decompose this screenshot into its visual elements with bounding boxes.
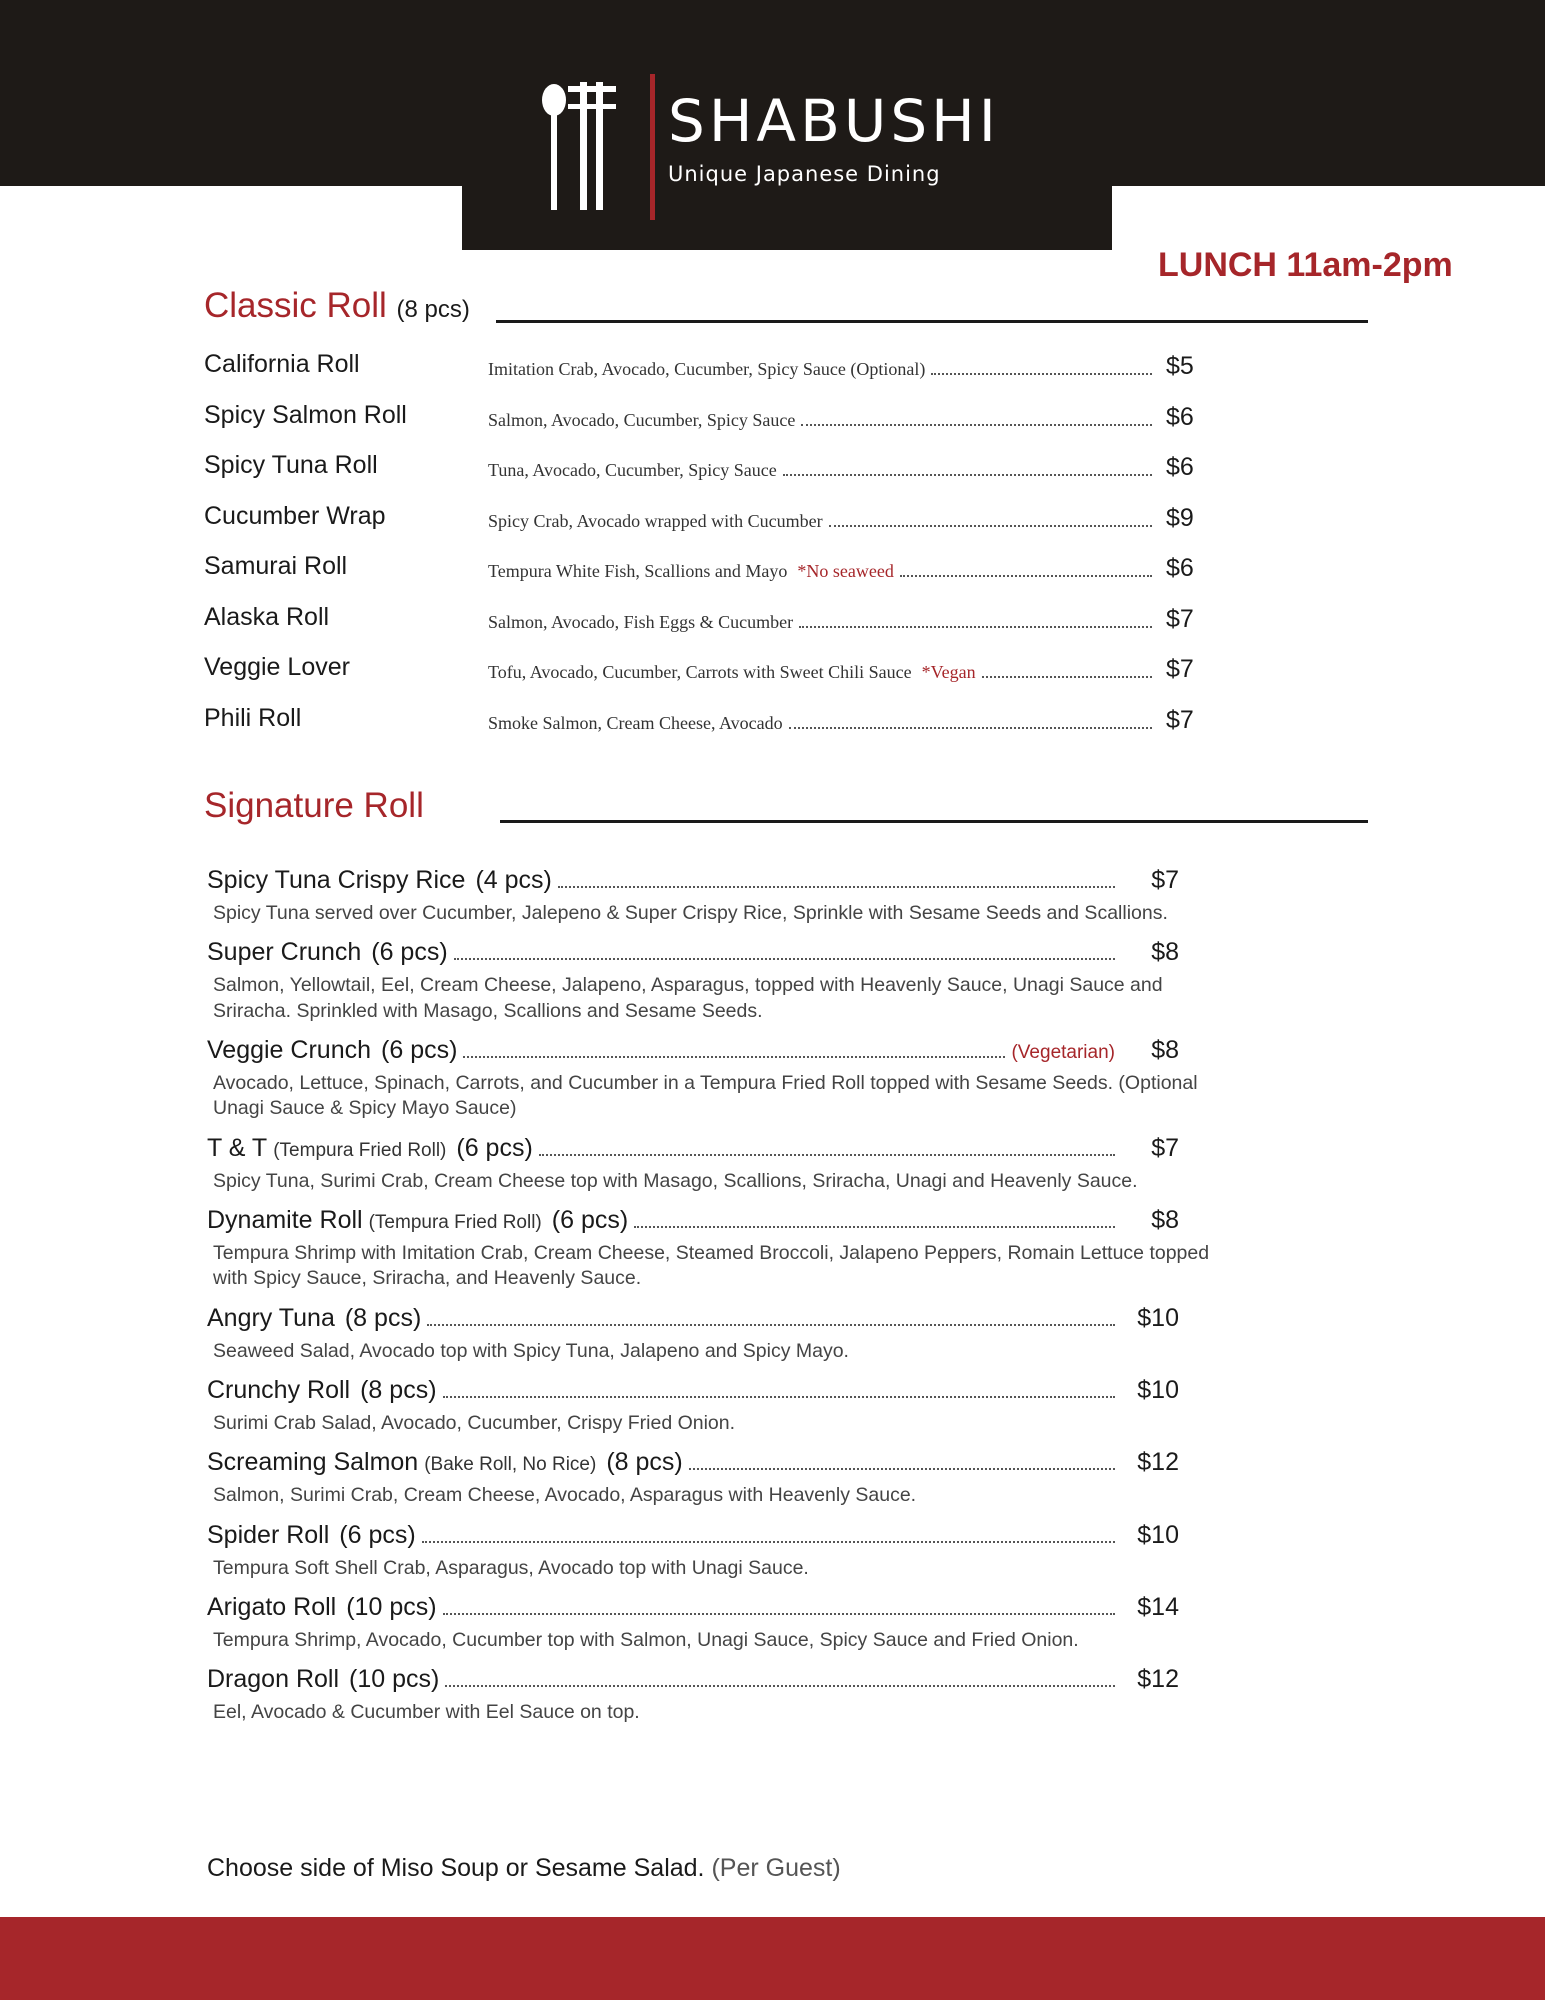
dot-leader bbox=[445, 1684, 1115, 1687]
item-name: T & T bbox=[207, 1133, 268, 1162]
item-piece-count: (6 pcs) bbox=[339, 1520, 416, 1549]
lunch-hours: LUNCH 11am-2pm bbox=[1158, 246, 1453, 284]
side-dish-text: Choose side of Miso Soup or Sesame Salad. bbox=[207, 1854, 705, 1882]
item-description: Spicy Tuna served over Cucumber, Jalepeno & Super Crispy Rice, Sprinkle with Sesame Seeds and Scallions. bbox=[213, 902, 1168, 924]
menu-item bbox=[207, 1665, 1227, 1725]
item-description-line bbox=[488, 561, 1158, 582]
menu-item bbox=[207, 1593, 1227, 1653]
item-description: Tempura Shrimp with Imitation Crab, Cream Cheese, Steamed Broccoli, Jalapeno Peppers, Romain Lettuce topped with Spicy Sauce, Sriracha, and Heavenly Sauce. bbox=[213, 1242, 1210, 1290]
brand-tagline: Unique Japanese Dining bbox=[668, 162, 941, 186]
dot-leader bbox=[422, 1540, 1115, 1543]
item-price: $7 bbox=[1151, 866, 1179, 894]
item-piece-count: (4 pcs) bbox=[475, 866, 552, 894]
item-header bbox=[207, 938, 1179, 967]
item-description: Avocado, Lettuce, Spinach, Carrots, and Cucumber in a Tempura Fried Roll topped with Sesame Seeds. (Optional Unagi Sauce & Spicy Mayo Sauce) bbox=[213, 1072, 1198, 1120]
item-piece-count: (10 pcs) bbox=[349, 1665, 440, 1694]
item-description: Seaweed Salad, Avocado top with Spicy Tuna, Jalapeno and Spicy Mayo. bbox=[213, 1339, 849, 1362]
item-description: Tempura Shrimp, Avocado, Cucumber top with Salmon, Unagi Sauce, Spicy Sauce and Fried Onion. bbox=[213, 1629, 1079, 1652]
item-name: Dragon Roll bbox=[207, 1665, 340, 1694]
classic-section-heading bbox=[204, 286, 1374, 336]
dot-leader bbox=[634, 1225, 1115, 1228]
per-guest-text: (Per Guest) bbox=[711, 1854, 841, 1882]
dot-leader bbox=[689, 1467, 1115, 1470]
classic-roll-list bbox=[204, 346, 1204, 750]
item-description-line bbox=[488, 662, 1158, 683]
item-description: Smoke Salmon, Cream Cheese, Avocado bbox=[488, 712, 783, 733]
item-price: $8 bbox=[1151, 938, 1179, 967]
item-name: Super Crunch bbox=[207, 938, 362, 967]
item-price: $7 bbox=[1166, 604, 1194, 633]
item-name: Phili Roll bbox=[204, 703, 302, 732]
item-price: $7 bbox=[1166, 655, 1194, 683]
item-piece-count: (6 pcs) bbox=[381, 1036, 458, 1065]
item-name: Cucumber Wrap bbox=[204, 501, 386, 530]
item-price: $10 bbox=[1137, 1303, 1179, 1332]
item-header bbox=[207, 1448, 1179, 1477]
item-header bbox=[207, 1376, 1179, 1405]
item-name: Screaming Salmon bbox=[207, 1448, 419, 1477]
item-name: Samurai Roll bbox=[204, 552, 348, 580]
item-description-line bbox=[488, 612, 1158, 633]
item-price: $8 bbox=[1151, 1206, 1179, 1235]
signature-roll-list bbox=[207, 866, 1227, 1738]
item-price: $12 bbox=[1137, 1665, 1179, 1694]
item-description: Salmon, Surimi Crab, Cream Cheese, Avocado, Asparagus with Heavenly Sauce. bbox=[213, 1484, 917, 1507]
menu-item bbox=[207, 1134, 1227, 1194]
item-price: $14 bbox=[1137, 1593, 1179, 1622]
item-description-line bbox=[488, 460, 1158, 481]
item-piece-count: (8 pcs) bbox=[360, 1376, 437, 1405]
item-price: $7 bbox=[1151, 1133, 1179, 1162]
dot-leader bbox=[799, 625, 1152, 628]
item-description-line bbox=[488, 713, 1158, 734]
classic-section-subtitle: (8 pcs) bbox=[396, 296, 470, 323]
menu-item bbox=[207, 1376, 1227, 1436]
menu-item bbox=[207, 866, 1227, 926]
item-description-line bbox=[488, 359, 1158, 380]
footer-bar bbox=[0, 1917, 1545, 2000]
classic-section-title: Classic Roll bbox=[204, 286, 387, 325]
menu-item bbox=[207, 1036, 1227, 1122]
item-description: Spicy Crab, Avocado wrapped with Cucumber bbox=[488, 510, 823, 531]
item-name: Angry Tuna bbox=[207, 1303, 335, 1332]
item-name: Spider Roll bbox=[207, 1520, 330, 1549]
item-note: *No seaweed bbox=[797, 561, 894, 581]
item-header bbox=[207, 1206, 1179, 1235]
item-style-tag: (Tempura Fried Roll) bbox=[368, 1212, 542, 1234]
dot-leader bbox=[931, 372, 1152, 375]
item-description: Salmon, Avocado, Fish Eggs & Cucumber bbox=[488, 611, 794, 632]
item-price: $6 bbox=[1166, 453, 1194, 481]
dot-leader bbox=[454, 957, 1115, 960]
item-note: *Vegan bbox=[921, 662, 976, 682]
item-name: Veggie Crunch bbox=[207, 1036, 372, 1065]
menu-item bbox=[207, 938, 1227, 1024]
dot-leader bbox=[539, 1153, 1115, 1156]
item-piece-count: (8 pcs) bbox=[606, 1448, 683, 1477]
item-name: Spicy Tuna Crispy Rice bbox=[207, 866, 466, 894]
menu-item bbox=[207, 1521, 1227, 1581]
item-name: Arigato Roll bbox=[207, 1593, 337, 1622]
item-style-tag: (Tempura Fried Roll) bbox=[273, 1139, 447, 1161]
item-header bbox=[207, 1665, 1179, 1694]
section-divider bbox=[496, 320, 1368, 323]
dot-leader bbox=[789, 726, 1152, 729]
item-description: Salmon, Avocado, Cucumber, Spicy Sauce bbox=[488, 409, 796, 430]
menu-item bbox=[204, 397, 1204, 448]
menu-item bbox=[204, 447, 1204, 498]
dot-leader bbox=[443, 1395, 1115, 1398]
menu-item bbox=[204, 599, 1204, 650]
item-description: Tempura Soft Shell Crab, Asparagus, Avocado top with Unagi Sauce. bbox=[213, 1556, 809, 1579]
item-price: $8 bbox=[1151, 1036, 1179, 1065]
item-name: Dynamite Roll bbox=[207, 1206, 363, 1235]
item-header bbox=[207, 1593, 1179, 1622]
item-price: $6 bbox=[1166, 554, 1194, 582]
item-name: Spicy Salmon Roll bbox=[204, 400, 407, 429]
dot-leader bbox=[558, 885, 1115, 888]
menu-item bbox=[204, 649, 1204, 700]
section-divider bbox=[500, 820, 1368, 823]
item-piece-count: (8 pcs) bbox=[344, 1303, 422, 1332]
item-price: $12 bbox=[1137, 1448, 1179, 1477]
dot-leader bbox=[443, 1612, 1115, 1615]
item-description: Eel, Avocado & Cucumber with Eel Sauce on top. bbox=[213, 1701, 640, 1724]
item-description: Salmon, Yellowtail, Eel, Cream Cheese, Jalapeno, Asparagus, topped with Heavenly Sauce, Unagi Sauce and Sriracha. Sprinkled with Masago, Scallions and Sesame Seeds. bbox=[213, 974, 1163, 1022]
item-piece-count: (10 pcs) bbox=[346, 1593, 437, 1622]
item-price: $10 bbox=[1137, 1376, 1179, 1405]
item-price: $10 bbox=[1137, 1520, 1179, 1549]
dot-leader bbox=[463, 1055, 1005, 1058]
dot-leader bbox=[982, 675, 1152, 678]
item-header bbox=[207, 1134, 1179, 1163]
side-dish-note bbox=[207, 1854, 841, 1883]
item-description: Spicy Tuna, Surimi Crab, Cream Cheese top with Masago, Scallions, Sriracha, Unagi and Heavenly Sauce. bbox=[213, 1169, 1138, 1192]
brand-name: SHABUSHI bbox=[668, 87, 1000, 155]
item-diet-tag: (Vegetarian) bbox=[1011, 1042, 1115, 1064]
menu-item bbox=[207, 1304, 1227, 1364]
item-name: Veggie Lover bbox=[204, 653, 350, 681]
item-header bbox=[207, 866, 1179, 895]
item-name: Spicy Tuna Roll bbox=[204, 451, 378, 479]
dot-leader bbox=[829, 524, 1152, 527]
item-piece-count: (6 pcs) bbox=[371, 938, 448, 967]
item-header bbox=[207, 1304, 1179, 1333]
item-name: Crunchy Roll bbox=[207, 1376, 351, 1405]
item-header bbox=[207, 1036, 1179, 1065]
item-description: Tofu, Avocado, Cucumber, Carrots with Sweet Chili Sauce bbox=[488, 662, 912, 682]
menu-item bbox=[207, 1448, 1227, 1508]
dot-leader bbox=[801, 423, 1152, 426]
item-name: Alaska Roll bbox=[204, 602, 330, 631]
dot-leader bbox=[783, 473, 1152, 476]
item-name: California Roll bbox=[204, 350, 360, 378]
item-piece-count: (6 pcs) bbox=[456, 1133, 533, 1162]
item-price: $7 bbox=[1166, 705, 1194, 734]
item-description: Surimi Crab Salad, Avocado, Cucumber, Crispy Fried Onion. bbox=[213, 1412, 736, 1435]
menu-item bbox=[207, 1206, 1227, 1292]
item-price: $9 bbox=[1166, 503, 1194, 532]
menu-item bbox=[204, 346, 1204, 397]
item-price: $6 bbox=[1166, 402, 1194, 431]
item-piece-count: (6 pcs) bbox=[551, 1206, 629, 1235]
item-description-line bbox=[488, 410, 1158, 431]
menu-item bbox=[204, 700, 1204, 751]
menu-item bbox=[204, 548, 1204, 599]
item-price: $5 bbox=[1166, 352, 1194, 380]
spoon-and-chopsticks-icon bbox=[540, 82, 620, 212]
item-description: Imitation Crab, Avocado, Cucumber, Spicy Sauce (Optional) bbox=[488, 359, 926, 379]
logo-block bbox=[462, 0, 1112, 250]
dot-leader bbox=[427, 1323, 1115, 1326]
item-description-line bbox=[488, 511, 1158, 532]
item-description: Tempura White Fish, Scallions and Mayo bbox=[488, 561, 788, 581]
signature-section-title: Signature Roll bbox=[204, 786, 424, 825]
item-description: Tuna, Avocado, Cucumber, Spicy Sauce bbox=[488, 460, 777, 480]
menu-item bbox=[204, 498, 1204, 549]
item-style-tag: (Bake Roll, No Rice) bbox=[424, 1454, 597, 1476]
dot-leader bbox=[900, 574, 1152, 577]
item-header bbox=[207, 1521, 1179, 1550]
logo-divider bbox=[650, 74, 655, 220]
signature-section-heading bbox=[204, 786, 1374, 836]
